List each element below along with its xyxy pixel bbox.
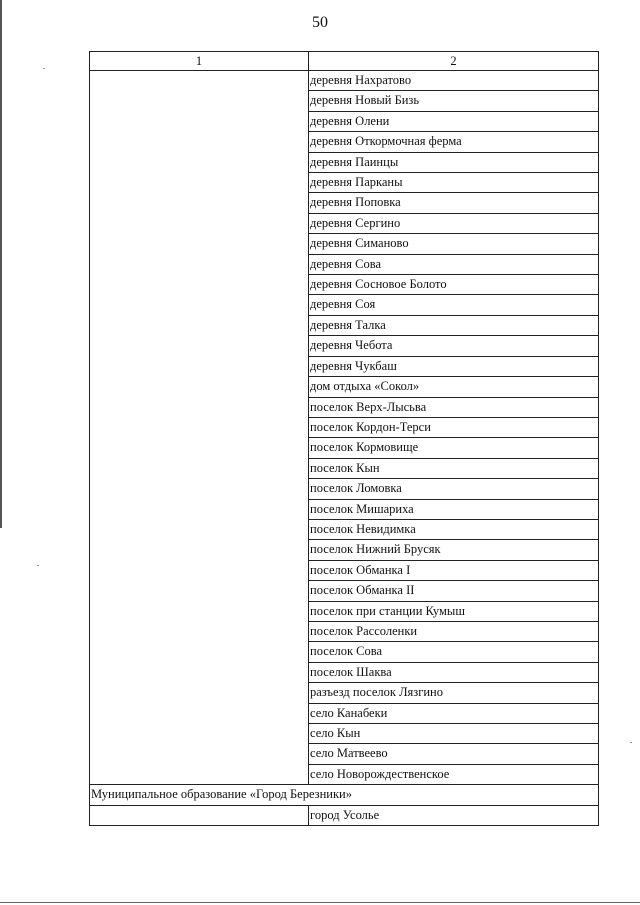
settlement-cell: деревня Соя xyxy=(309,295,599,315)
settlement-cell: поселок Рассоленки xyxy=(309,621,599,641)
settlement-cell: поселок Кордон-Терси xyxy=(309,417,599,437)
settlement-cell: поселок Нижний Брусяк xyxy=(309,540,599,560)
page-number: 50 xyxy=(312,14,328,31)
column-header-1: 1 xyxy=(90,52,309,71)
settlement-cell: поселок Мишариха xyxy=(309,499,599,519)
column-header-2: 2 xyxy=(309,52,599,71)
settlements-table xyxy=(89,51,599,826)
settlement-cell: деревня Чукбаш xyxy=(309,356,599,376)
table-header-row xyxy=(90,52,599,71)
municipality-title: Муниципальное образование «Город Березники» xyxy=(90,785,599,805)
settlement-cell: село Канабеки xyxy=(309,703,599,723)
settlement-cell: поселок при станции Кумыш xyxy=(309,601,599,621)
settlement-cell: деревня Сергино xyxy=(309,213,599,233)
scan-edge-line xyxy=(0,0,2,528)
settlement-cell: поселок Верх-Лысьва xyxy=(309,397,599,417)
table-row xyxy=(90,805,599,825)
settlement-cell: деревня Сосновое Болото xyxy=(309,275,599,295)
empty-cell xyxy=(90,805,309,825)
settlement-cell: поселок Невидимка xyxy=(309,519,599,539)
settlement-cell: город Усолье xyxy=(309,805,599,825)
settlement-cell: деревня Чебота xyxy=(309,336,599,356)
section-title-row xyxy=(90,785,599,805)
settlement-cell: деревня Олени xyxy=(309,111,599,131)
settlement-cell: деревня Нахратово xyxy=(309,71,599,91)
settlement-cell: село Новорождественское xyxy=(309,764,599,784)
table-row xyxy=(90,71,599,91)
settlement-cell: разъезд поселок Лязгино xyxy=(309,683,599,703)
settlement-cell: деревня Паинцы xyxy=(309,152,599,172)
settlement-cell: поселок Кын xyxy=(309,458,599,478)
settlement-cell: деревня Откормочная ферма xyxy=(309,132,599,152)
settlement-cell: деревня Поповка xyxy=(309,193,599,213)
settlement-cell: село Матвеево xyxy=(309,744,599,764)
scan-speck xyxy=(37,565,39,566)
settlement-cell: деревня Парканы xyxy=(309,173,599,193)
settlement-cell: поселок Обманка II xyxy=(309,581,599,601)
settlement-cell: поселок Шаква xyxy=(309,662,599,682)
settlement-cell: дом отдыха «Сокол» xyxy=(309,377,599,397)
settlement-cell: поселок Ломовка xyxy=(309,479,599,499)
settlement-cell: деревня Новый Бизь xyxy=(309,91,599,111)
scan-speck xyxy=(43,68,45,69)
scan-bottom-line xyxy=(0,902,640,903)
settlement-cell: деревня Талка xyxy=(309,315,599,335)
settlement-cell: деревня Симаново xyxy=(309,234,599,254)
settlement-cell: поселок Обманка I xyxy=(309,560,599,580)
settlement-cell: село Кын xyxy=(309,724,599,744)
merged-empty-cell xyxy=(90,71,309,785)
settlement-cell: деревня Сова xyxy=(309,254,599,274)
settlement-cell: поселок Кормовище xyxy=(309,438,599,458)
scan-speck xyxy=(630,742,632,743)
settlement-cell: поселок Сова xyxy=(309,642,599,662)
